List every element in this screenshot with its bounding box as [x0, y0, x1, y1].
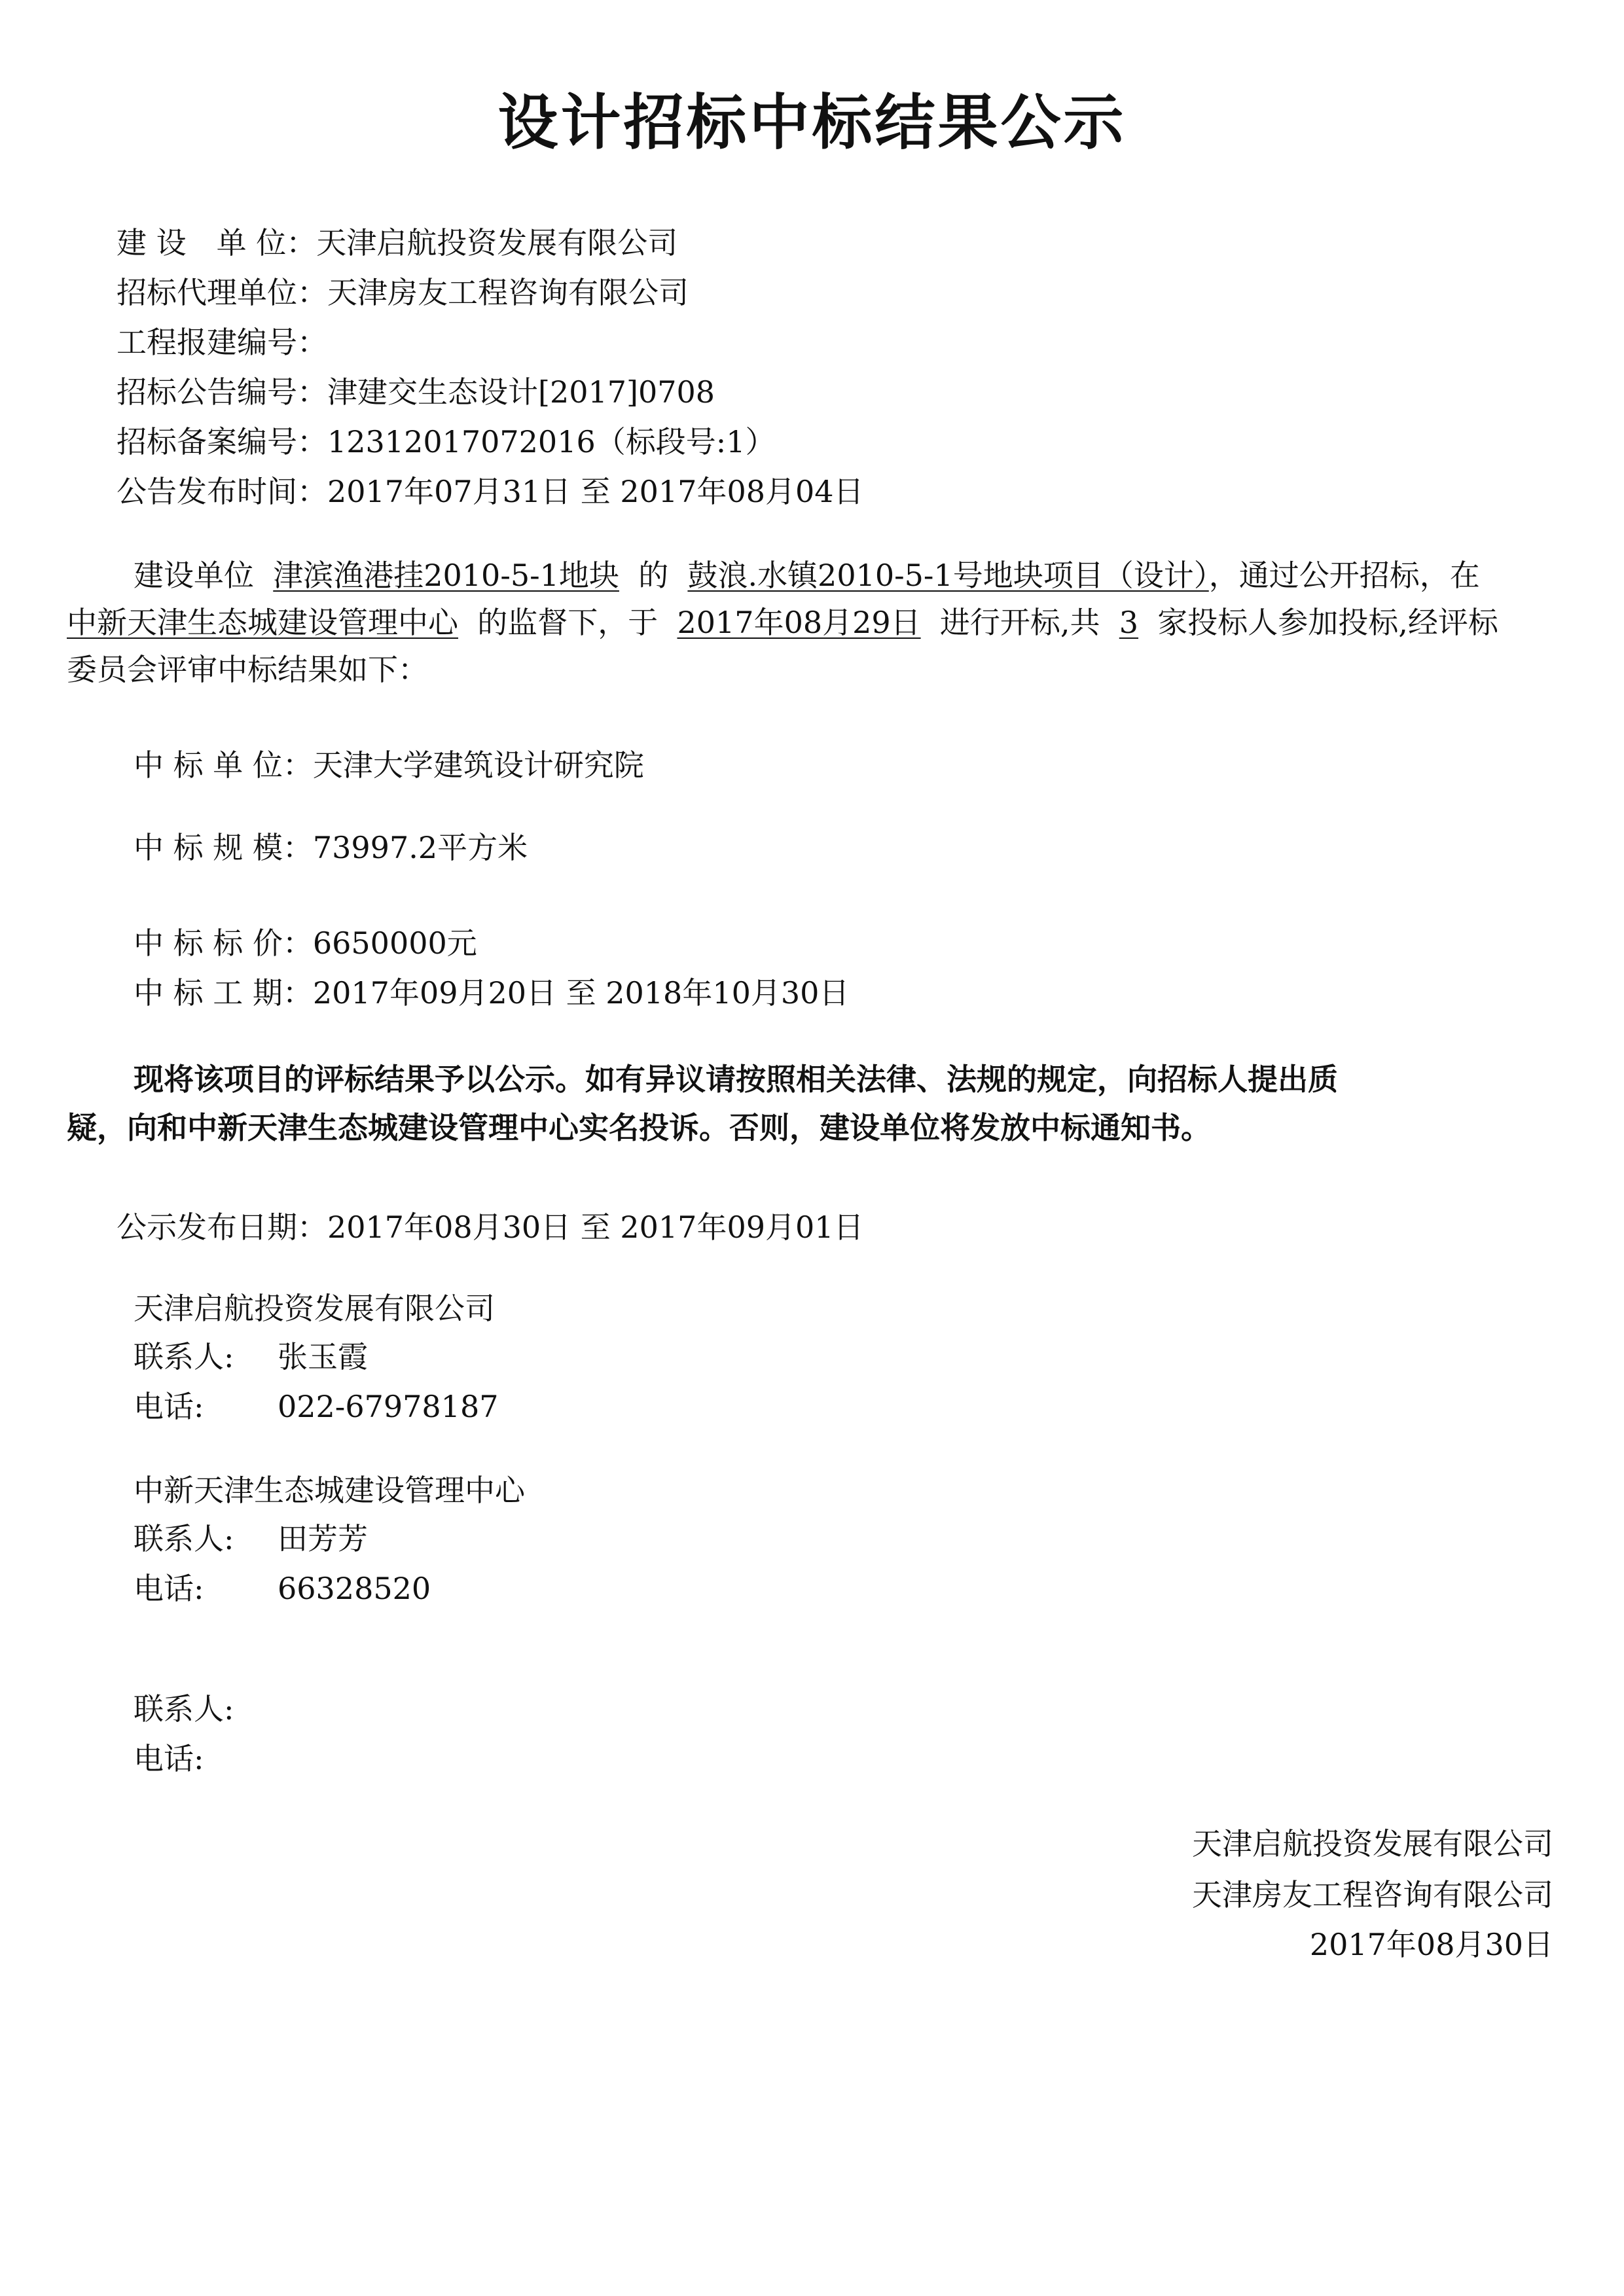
winner-value: 天津大学建筑设计研究院	[312, 747, 644, 783]
publish-label: 公示发布日期：	[117, 1210, 327, 1245]
signature-org-1: 天津启航投资发展有限公司	[1192, 1826, 1553, 1861]
intro-text: 的监督下，于	[477, 605, 659, 640]
contact-phone-label: 电话:	[134, 1389, 204, 1424]
contact-phone-row	[134, 1571, 431, 1606]
field-announce-time	[117, 476, 864, 507]
supervisor-name: 中新天津生态城建设管理中心	[67, 605, 458, 640]
field-label: 招标代理单位：	[117, 275, 327, 310]
signature-org-2: 天津房友工程咨询有限公司	[1192, 1877, 1553, 1912]
price-row	[134, 925, 477, 961]
price-value: 6650000元	[312, 925, 477, 961]
intro-line-3: 委员会评审中标结果如下：	[67, 652, 428, 687]
contact-org: 天津启航投资发展有限公司	[134, 1291, 495, 1326]
notice-line-1: 现将该项目的评标结果予以公示。如有异议请按照相关法律、法规的规定，向招标人提出质	[134, 1062, 1338, 1097]
scale-row	[134, 830, 528, 865]
bidder-count: 3	[1119, 605, 1139, 640]
period-row	[134, 975, 850, 1011]
field-filing-number	[117, 424, 776, 459]
field-value: 天津房友工程咨询有限公司	[327, 275, 689, 310]
period-value: 2017年09月20日 至 2018年10月30日	[312, 975, 850, 1011]
publish-row	[117, 1210, 864, 1245]
contact-person-row	[134, 1339, 368, 1374]
field-label: 工程报建编号：	[117, 325, 327, 360]
field-value: 2017年07月31日 至 2017年08月04日	[327, 474, 864, 509]
contact-person-label: 联系人:	[134, 1521, 234, 1556]
field-announcement-number	[117, 374, 715, 410]
scale-label: 中 标 规 模：	[134, 830, 313, 865]
contact-person-label: 联系人:	[134, 1339, 234, 1374]
winner-label: 中 标 单 位：	[134, 747, 313, 783]
price-label: 中 标 标 价：	[134, 925, 313, 961]
field-value: 津建交生态设计[2017]0708	[327, 374, 715, 410]
page-title: 设计招标中标结果公示	[497, 88, 1127, 158]
field-label: 招标备案编号：	[117, 424, 327, 459]
intro-text: 进行开标,共	[939, 605, 1100, 640]
period-label: 中 标 工 期：	[134, 975, 313, 1011]
intro-text: 家投标人参加投标,经评标	[1157, 605, 1498, 640]
contact-person-row	[134, 1521, 368, 1556]
field-construction-unit	[117, 225, 678, 260]
contact-phone-label: 电话:	[134, 1741, 204, 1776]
field-label: 建 设 单 位：	[117, 225, 317, 260]
contact-person: 田芳芳	[278, 1521, 368, 1556]
contact-person: 张玉霞	[278, 1339, 368, 1374]
notice-line-2: 疑，向和中新天津生态城建设管理中心实名投诉。否则，建设单位将发放中标通知书。	[67, 1110, 1211, 1145]
contact-phone-label: 电话:	[134, 1571, 204, 1606]
publish-value: 2017年08月30日 至 2017年09月01日	[327, 1210, 864, 1245]
contact-person-label: 联系人:	[134, 1691, 234, 1727]
project-name: 鼓浪.水镇2010-5-1号地块项目（设计）	[687, 558, 1209, 593]
site-name: 津滨渔港挂2010-5-1地块	[273, 558, 619, 593]
open-date: 2017年08月29日	[677, 605, 921, 640]
intro-line-1	[134, 558, 1480, 593]
signature-date: 2017年08月30日	[1309, 1927, 1553, 1962]
field-project-number	[117, 325, 327, 360]
intro-text: ，通过公开招标，在	[1208, 558, 1480, 593]
intro-text: 的	[638, 558, 669, 593]
field-value: 天津启航投资发展有限公司	[316, 225, 678, 260]
contact-org: 中新天津生态城建设管理中心	[134, 1473, 525, 1508]
contact-phone-row	[134, 1389, 499, 1424]
contact-phone: 022-67978187	[278, 1389, 499, 1424]
intro-text: 建设单位	[134, 558, 254, 593]
contact-phone: 66328520	[278, 1571, 431, 1606]
scale-value: 73997.2平方米	[312, 830, 528, 865]
field-value: 12312017072016（标段号:1）	[327, 424, 776, 459]
field-label: 公告发布时间：	[117, 474, 327, 509]
winner-row	[134, 747, 644, 783]
intro-line-2	[67, 605, 1498, 640]
field-label: 招标公告编号：	[117, 374, 327, 410]
field-agency	[117, 275, 689, 310]
